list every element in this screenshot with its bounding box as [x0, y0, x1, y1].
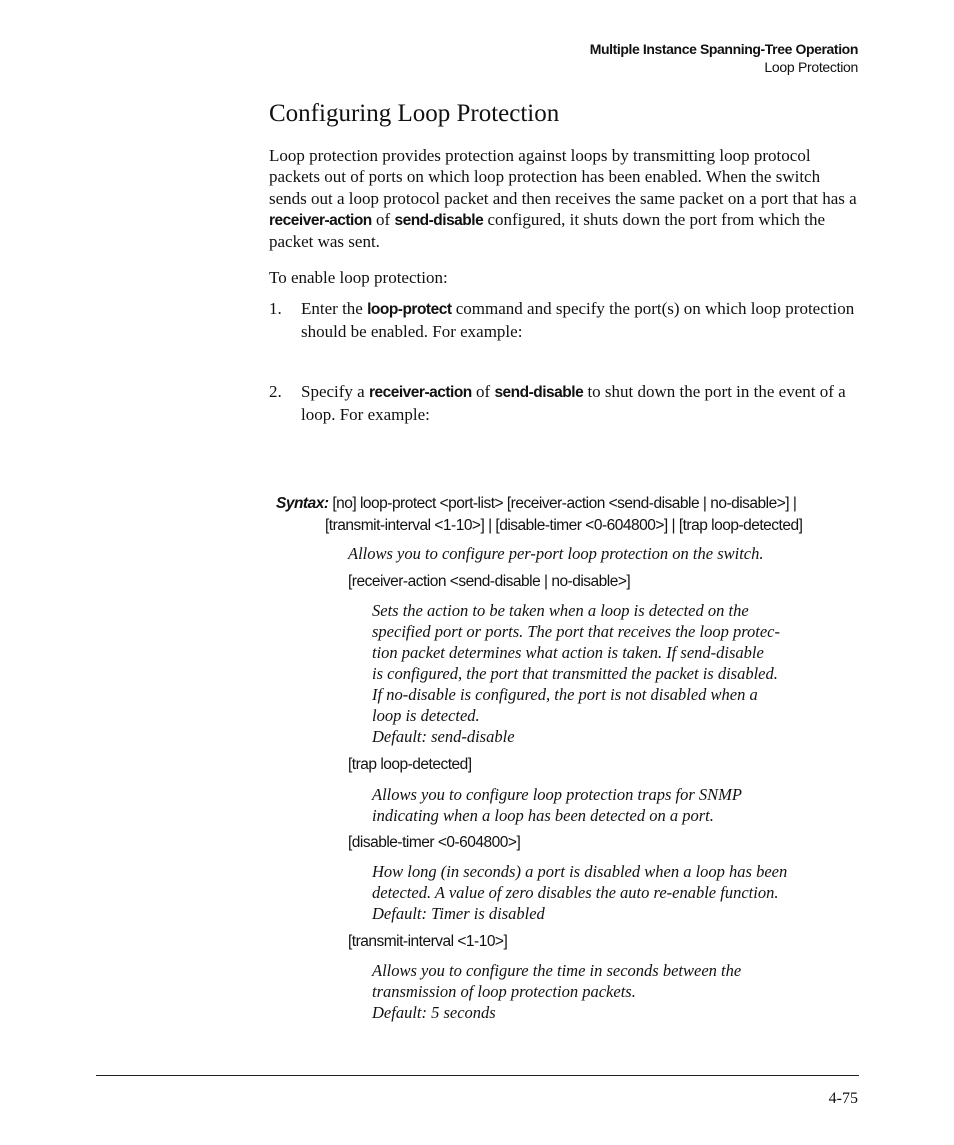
syntax-label: Syntax: [276, 495, 329, 512]
page-title: Configuring Loop Protection [269, 100, 560, 127]
option-trap-loop-detected: [trap loop-detected] [348, 756, 472, 773]
inline-command: receiver-action [269, 211, 372, 229]
section-title: Loop Protection [764, 59, 858, 75]
option-disable-timer-description: How long (in seconds) a port is disabled when a loop has been detected. A value of zero disables the auto re-enable function. Default: Timer is disabled [372, 862, 788, 923]
footer-rule [96, 1075, 859, 1076]
intro-paragraph: Loop protection provides protection against loops by transmitting loop protocol packets out of ports on which loop protection has been enabled. When the switch sends out a loop protocol packet and then receives the same packet on a port that has a receiver-action of send-disable configured, it shuts down the port from which the packet was sent. [269, 146, 857, 252]
running-header [590, 40, 858, 76]
chapter-title: Multiple Instance Spanning-Tree Operation [589, 41, 858, 57]
step-1 [269, 298, 859, 343]
option-disable-timer: [disable-timer <0-604800>] [348, 834, 521, 851]
option-transmit-interval: [transmit-interval <1-10>] [348, 933, 508, 950]
syntax-block [276, 493, 856, 536]
page-number: 4-75 [828, 1090, 858, 1107]
inline-command: send-disable [494, 384, 584, 401]
inline-command: receiver-action [368, 384, 472, 401]
step-number: 2. [269, 382, 282, 401]
step-text: Enter the loop-protect command and specify the port(s) on which loop protection should be enabled. For example: [301, 299, 855, 341]
syntax-line-1: [no] loop-protect <port-list> [receiver-action <send-disable | no-disable>] | [332, 495, 797, 512]
inline-command: loop-protect [367, 301, 452, 318]
option-transmit-interval-description: Allows you to configure the time in seconds between the transmission of loop protection packets. Default: 5 seconds [372, 961, 742, 1022]
syntax-description: Allows you to configure per-port loop protection on the switch. [348, 544, 764, 563]
option-trap-description: Allows you to configure loop protection traps for SNMP indicating when a loop has been detected on a port. [372, 785, 743, 825]
step-2 [269, 381, 859, 426]
inline-command: send-disable [394, 211, 484, 229]
option-receiver-action: [receiver-action <send-disable | no-disable>] [348, 573, 631, 590]
step-text: Specify a receiver-action of send-disable to shut down the port in the event of a loop. For example: [301, 382, 846, 424]
syntax-line-2: [transmit-interval <1-10>] | [disable-timer <0-604800>] | [trap loop-detected] [325, 516, 803, 534]
step-number: 1. [269, 299, 282, 318]
option-receiver-action-description: Sets the action to be taken when a loop is detected on the specified port or ports. The port that receives the loop protec- tion packet determines what action is taken. If send-disable is configured, the port that transmitted the packet is disabled. If no-disable is configured, the port is not disabled when a loop is detected. Default: send-disable [372, 601, 781, 746]
enable-text: To enable loop protection: [269, 268, 448, 287]
